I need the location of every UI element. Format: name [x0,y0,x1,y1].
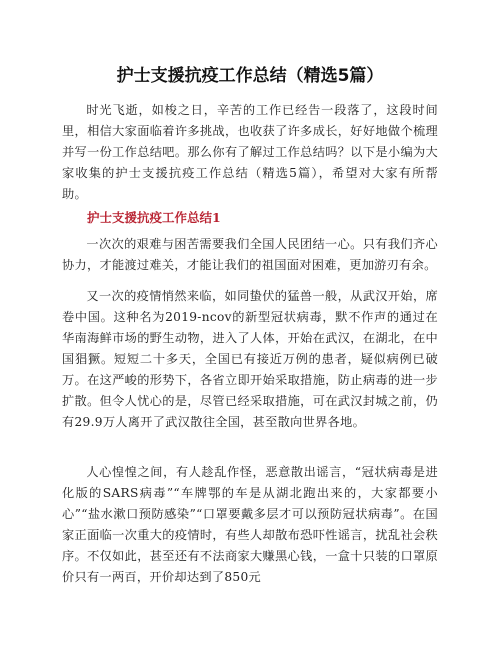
body-paragraph-1: 一次次的艰难与困苦需要我们全国人民团结一心。只有我们齐心协力，才能渡过难关，才能让我们的祖国面对困难，更加游刃有余。 [62,237,438,272]
intro-paragraph: 时光飞逝，如梭之日，辛苦的工作已经告一段落了，这段时间里，相信大家面临着许多挑战，也收获了许多成长，好好地做个梳理并写一份工作总结吧。那么你有了解过工作总结吗？以下是小编为大家收集的护士支援抗疫工作总结（精选5篇），希望对大家有所帮助。 [62,103,438,201]
body-paragraph-2: 又一次的疫情悄然来临，如同蛰伏的猛兽一般，从武汉开始，席卷中国。这种名为2019-ncov的新型冠状病毒，默不作声的通过在华南海鲜市场的野生动物，进入了人体，开始在武汉，在湖北，在中国猖獗。短短二十多天，全国已有接近万例的患者，疑似病例已破万。在这严峻的形势下，各省立即开始采取措施，防止病毒的进一步扩散。但令人忧心的是，尽管已经采取措施，可在武汉封城之前，仍有29.9万人离开了武汉散往全国，甚至散向世界各地。 [62,289,438,429]
body-paragraph-3: 人心惶惶之间，有人趁乱作怪，恶意散出谣言，“冠状病毒是进化版的SARS病毒”“车牌鄂的车是从湖北跑出来的，大家都要小心”“盐水漱口预防感染”“口罩要戴多层才可以预防冠状病毒”。在国家正面临一次重大的疫情时，有些人却散布恐吓性谣言，扰乱社会秩序。不仅如此，甚至还有不法商家大赚黑心钱，一盒十只装的口罩原价只有一两百，开价却达到了850元 [62,465,438,584]
document-title: 护士支援抗疫工作总结（精选5篇） [116,66,384,86]
section-heading: 护士支援抗疫工作总结1 [87,210,221,225]
